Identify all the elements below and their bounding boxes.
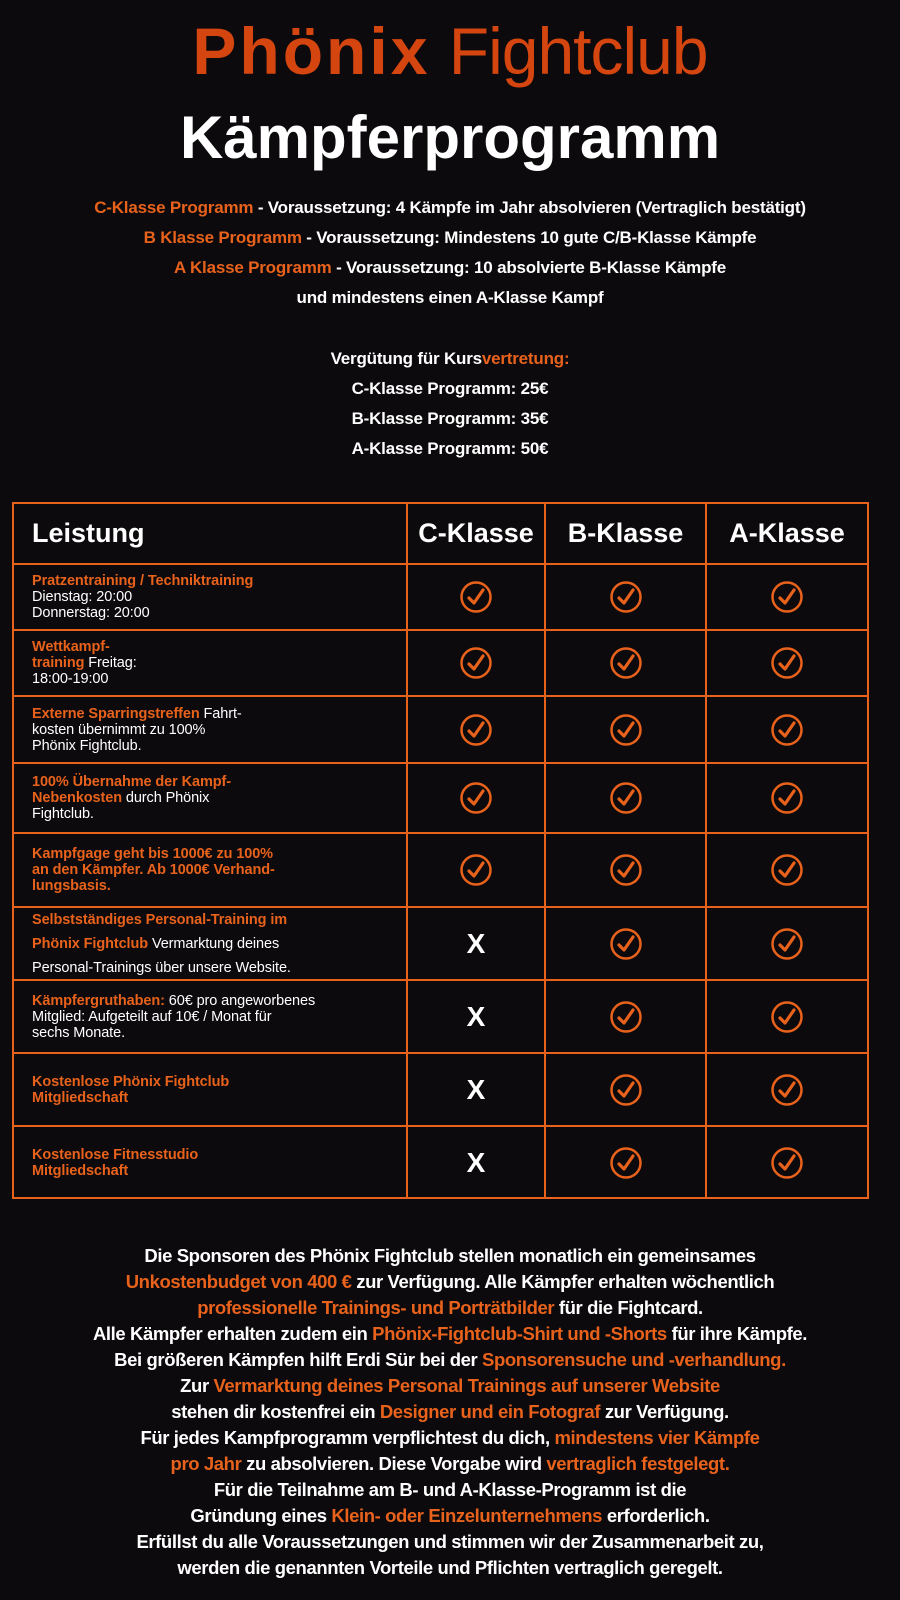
availability-cell-a xyxy=(707,1054,867,1125)
text-segment: B-Klasse Programm: 35€ xyxy=(351,409,549,428)
check-circle-icon xyxy=(770,927,804,961)
availability-cell-a xyxy=(707,981,867,1052)
text-line xyxy=(0,283,900,313)
text-segment: für ihre Kämpfe. xyxy=(666,1323,808,1344)
check-circle-icon xyxy=(609,713,643,747)
text-segment: - Voraussetzung: 10 absolvierte B-Klasse Kämpfe xyxy=(331,258,726,277)
column-header: B-Klasse xyxy=(546,504,707,563)
text-segment: A-Klasse Programm: 50€ xyxy=(351,439,549,458)
check-circle-icon xyxy=(770,646,804,680)
text-line xyxy=(0,1477,900,1503)
benefit-description xyxy=(14,908,408,979)
highlight-text: Sponsorensuche und -verhandlung. xyxy=(482,1349,786,1370)
benefit-description xyxy=(14,565,408,629)
text-segment: - Voraussetzung: Mindestens 10 gute C/B-Klasse Kämpfe xyxy=(301,228,757,247)
description-text xyxy=(32,639,137,687)
benefit-description xyxy=(14,764,408,832)
text-segment: - Voraussetzung: 4 Kämpfe im Jahr absolvieren (Vertraglich bestätigt) xyxy=(253,198,806,217)
benefit-description xyxy=(14,1054,408,1125)
highlight-text: Klein- oder Einzelunternehmens xyxy=(331,1505,603,1526)
check-circle-icon xyxy=(609,1000,643,1034)
text-line xyxy=(0,404,900,434)
benefits-table xyxy=(12,502,869,1199)
check-circle-icon xyxy=(459,580,493,614)
highlight-text: Kostenlose Fitnesstudio Mitgliedschaft xyxy=(32,1147,199,1179)
x-mark-icon: X xyxy=(466,1147,486,1178)
text-segment: Vergütung für Kurs xyxy=(330,349,482,368)
benefit-description xyxy=(14,981,408,1052)
highlight-text: Unkostenbudget von 400 € xyxy=(125,1271,352,1292)
payment-info xyxy=(0,344,900,464)
check-circle-icon xyxy=(609,1073,643,1107)
text-line xyxy=(0,1503,900,1529)
table-header xyxy=(14,504,867,563)
availability-cell-a xyxy=(707,908,867,979)
text-segment: Erfüllst du alle Voraussetzungen und stimmen wir der Zusammenarbeit zu, xyxy=(136,1531,764,1552)
highlight-text: Kämpfergruthaben: xyxy=(32,992,165,1009)
brand-logo xyxy=(0,14,900,88)
highlight-text: Vermarktung deines Personal Trainings auf unserer Website xyxy=(213,1375,720,1396)
benefit-description xyxy=(14,697,408,762)
column-header: C-Klasse xyxy=(408,504,546,563)
table-row xyxy=(14,906,867,979)
table-row xyxy=(14,695,867,762)
highlight-text: mindestens vier Kämpfe xyxy=(554,1427,760,1448)
highlight-text: Wettkampf- training xyxy=(32,639,110,671)
table-row xyxy=(14,979,867,1052)
text-segment: durch Phönix Fightclub. xyxy=(32,790,210,822)
text-segment: Für jedes Kampfprogramm verpflichtest du dich, xyxy=(140,1427,555,1448)
availability-cell-a xyxy=(707,834,867,906)
text-segment: zur Verfügung. Alle Kämpfer erhalten wöchentlich xyxy=(351,1271,775,1292)
description-text xyxy=(32,573,253,621)
description-text xyxy=(32,706,242,754)
text-line xyxy=(0,344,900,374)
highlight-text: professionelle Trainings- und Porträtbilder xyxy=(197,1297,555,1318)
check-circle-icon xyxy=(609,853,643,887)
table-row xyxy=(14,832,867,906)
check-circle-icon xyxy=(770,781,804,815)
text-segment: Freitag: 18:00-19:00 xyxy=(32,655,137,687)
text-segment: zu absolvieren. Diese Vorgabe wird xyxy=(241,1453,547,1474)
highlight-text: Pratzentraining / Techniktraining xyxy=(32,573,254,589)
text-segment: Die Sponsoren des Phönix Fightclub stellen monatlich ein gemeinsames xyxy=(144,1245,756,1266)
highlight-text: Selbstständiges Personal-Training im Phönix Fightclub xyxy=(32,911,288,952)
text-segment: stehen dir kostenfrei ein xyxy=(171,1401,380,1422)
description-text xyxy=(32,993,315,1041)
text-segment: Vermarktung deines Personal-Trainings über unsere Website. xyxy=(32,935,291,976)
availability-cell-b xyxy=(546,834,707,906)
brand-light: Fightclub xyxy=(448,14,708,88)
availability-cell-b xyxy=(546,631,707,695)
text-segment: zur Verfügung. xyxy=(600,1401,729,1422)
table-row xyxy=(14,563,867,629)
description-text xyxy=(32,1147,198,1179)
text-segment: Gründung eines xyxy=(190,1505,332,1526)
check-circle-icon xyxy=(770,1000,804,1034)
check-circle-icon xyxy=(609,646,643,680)
availability-cell-a xyxy=(707,697,867,762)
check-circle-icon xyxy=(459,646,493,680)
check-circle-icon xyxy=(459,781,493,815)
highlight-text: pro Jahr xyxy=(170,1453,242,1474)
check-circle-icon xyxy=(770,853,804,887)
text-line xyxy=(0,434,900,464)
availability-cell-c xyxy=(408,834,546,906)
table-row xyxy=(14,1125,867,1199)
text-segment: Fahrt- kosten übernimmt zu 100% Phönix Fightclub. xyxy=(32,705,242,754)
table-row xyxy=(14,762,867,832)
description-text xyxy=(32,846,275,894)
table-row xyxy=(14,1052,867,1125)
text-line xyxy=(0,1347,900,1373)
check-circle-icon xyxy=(770,713,804,747)
availability-cell-b xyxy=(546,908,707,979)
check-circle-icon xyxy=(770,580,804,614)
text-segment: erforderlich. xyxy=(602,1505,710,1526)
check-circle-icon xyxy=(609,580,643,614)
availability-cell-a xyxy=(707,764,867,832)
availability-cell-c xyxy=(408,565,546,629)
text-line xyxy=(0,1451,900,1477)
text-line xyxy=(0,253,900,283)
text-line xyxy=(0,374,900,404)
page-title: Kämpferprogramm xyxy=(179,104,721,171)
x-mark-icon: X xyxy=(466,1073,486,1105)
availability-cell-b xyxy=(546,1054,707,1125)
text-segment: Alle Kämpfer erhalten zudem ein xyxy=(92,1323,373,1344)
text-line xyxy=(0,1425,900,1451)
text-line xyxy=(0,1321,900,1347)
text-line xyxy=(0,1399,900,1425)
text-segment: Zur xyxy=(180,1375,214,1396)
check-circle-icon xyxy=(770,1146,804,1180)
highlight-text: Externe Sparringstreffen xyxy=(32,705,200,722)
text-segment: und mindestens einen A-Klasse Kampf xyxy=(296,288,604,307)
check-circle-icon xyxy=(459,713,493,747)
availability-cell-b xyxy=(546,1127,707,1199)
availability-cell-c xyxy=(408,764,546,832)
description-text xyxy=(32,908,291,980)
availability-cell-c xyxy=(408,908,546,979)
check-circle-icon xyxy=(609,927,643,961)
text-segment: 60€ pro angeworbenes Mitglied: Aufgeteilt auf 10€ / Monat für sechs Monate. xyxy=(32,992,316,1041)
text-segment: Dienstag: 20:00 Donnerstag: 20:00 xyxy=(32,589,150,621)
x-mark-icon: X xyxy=(466,1000,486,1032)
highlight-text: vertretung: xyxy=(481,349,570,368)
availability-cell-c xyxy=(408,981,546,1052)
text-segment: C-Klasse Programm: 25€ xyxy=(351,379,549,398)
highlight-text: Phönix-Fightclub-Shirt und -Shorts xyxy=(372,1323,667,1344)
description-text xyxy=(32,774,231,822)
text-line xyxy=(0,1555,900,1581)
table-row xyxy=(14,629,867,695)
column-header: Leistung xyxy=(14,504,408,563)
availability-cell-b xyxy=(546,697,707,762)
footer-text xyxy=(0,1243,900,1581)
benefit-description xyxy=(14,834,408,906)
check-circle-icon xyxy=(770,1073,804,1107)
text-segment: Für die Teilnahme am B- und A-Klasse-Programm ist die xyxy=(213,1479,687,1500)
availability-cell-b xyxy=(546,565,707,629)
description-text xyxy=(32,1074,229,1106)
text-line xyxy=(0,1243,900,1269)
availability-cell-a xyxy=(707,565,867,629)
highlight-text: B Klasse Programm xyxy=(143,228,302,247)
availability-cell-c xyxy=(408,1127,546,1199)
text-line xyxy=(0,1373,900,1399)
text-line xyxy=(0,1529,900,1555)
highlight-text: C-Klasse Programm xyxy=(94,198,254,217)
text-line xyxy=(0,193,900,223)
check-circle-icon xyxy=(609,1146,643,1180)
highlight-text: Kampfgage geht bis 1000€ zu 100% an den Kämpfer. Ab 1000€ Verhand- lungsbasis. xyxy=(32,846,275,894)
highlight-text: 100% Übernahme der Kampf- Nebenkosten xyxy=(32,774,231,806)
availability-cell-c xyxy=(408,697,546,762)
text-segment: für die Fightcard. xyxy=(554,1297,703,1318)
text-line xyxy=(0,1269,900,1295)
check-circle-icon xyxy=(459,853,493,887)
availability-cell-a xyxy=(707,1127,867,1199)
text-segment: Bei größeren Kämpfen hilft Erdi Sür bei der xyxy=(114,1349,483,1370)
text-line xyxy=(0,1295,900,1321)
text-line xyxy=(0,223,900,253)
brand-bold: Phönix xyxy=(192,14,431,88)
highlight-text: A Klasse Programm xyxy=(174,258,332,277)
check-circle-icon xyxy=(609,781,643,815)
column-header: A-Klasse xyxy=(729,518,845,548)
x-mark-icon: X xyxy=(466,927,486,959)
highlight-text: vertraglich festgelegt. xyxy=(546,1453,730,1474)
availability-cell-c xyxy=(408,1054,546,1125)
highlight-text: Kostenlose Phönix Fightclub Mitgliedschaft xyxy=(32,1073,230,1106)
availability-cell-c xyxy=(408,631,546,695)
availability-cell-b xyxy=(546,981,707,1052)
availability-cell-b xyxy=(546,764,707,832)
benefit-description xyxy=(14,631,408,695)
highlight-text: Designer und ein Fotograf xyxy=(379,1401,601,1422)
text-segment: werden die genannten Vorteile und Pflichten vertraglich geregelt. xyxy=(177,1557,723,1578)
requirements xyxy=(0,193,900,313)
availability-cell-a xyxy=(707,631,867,695)
benefit-description xyxy=(14,1127,408,1199)
